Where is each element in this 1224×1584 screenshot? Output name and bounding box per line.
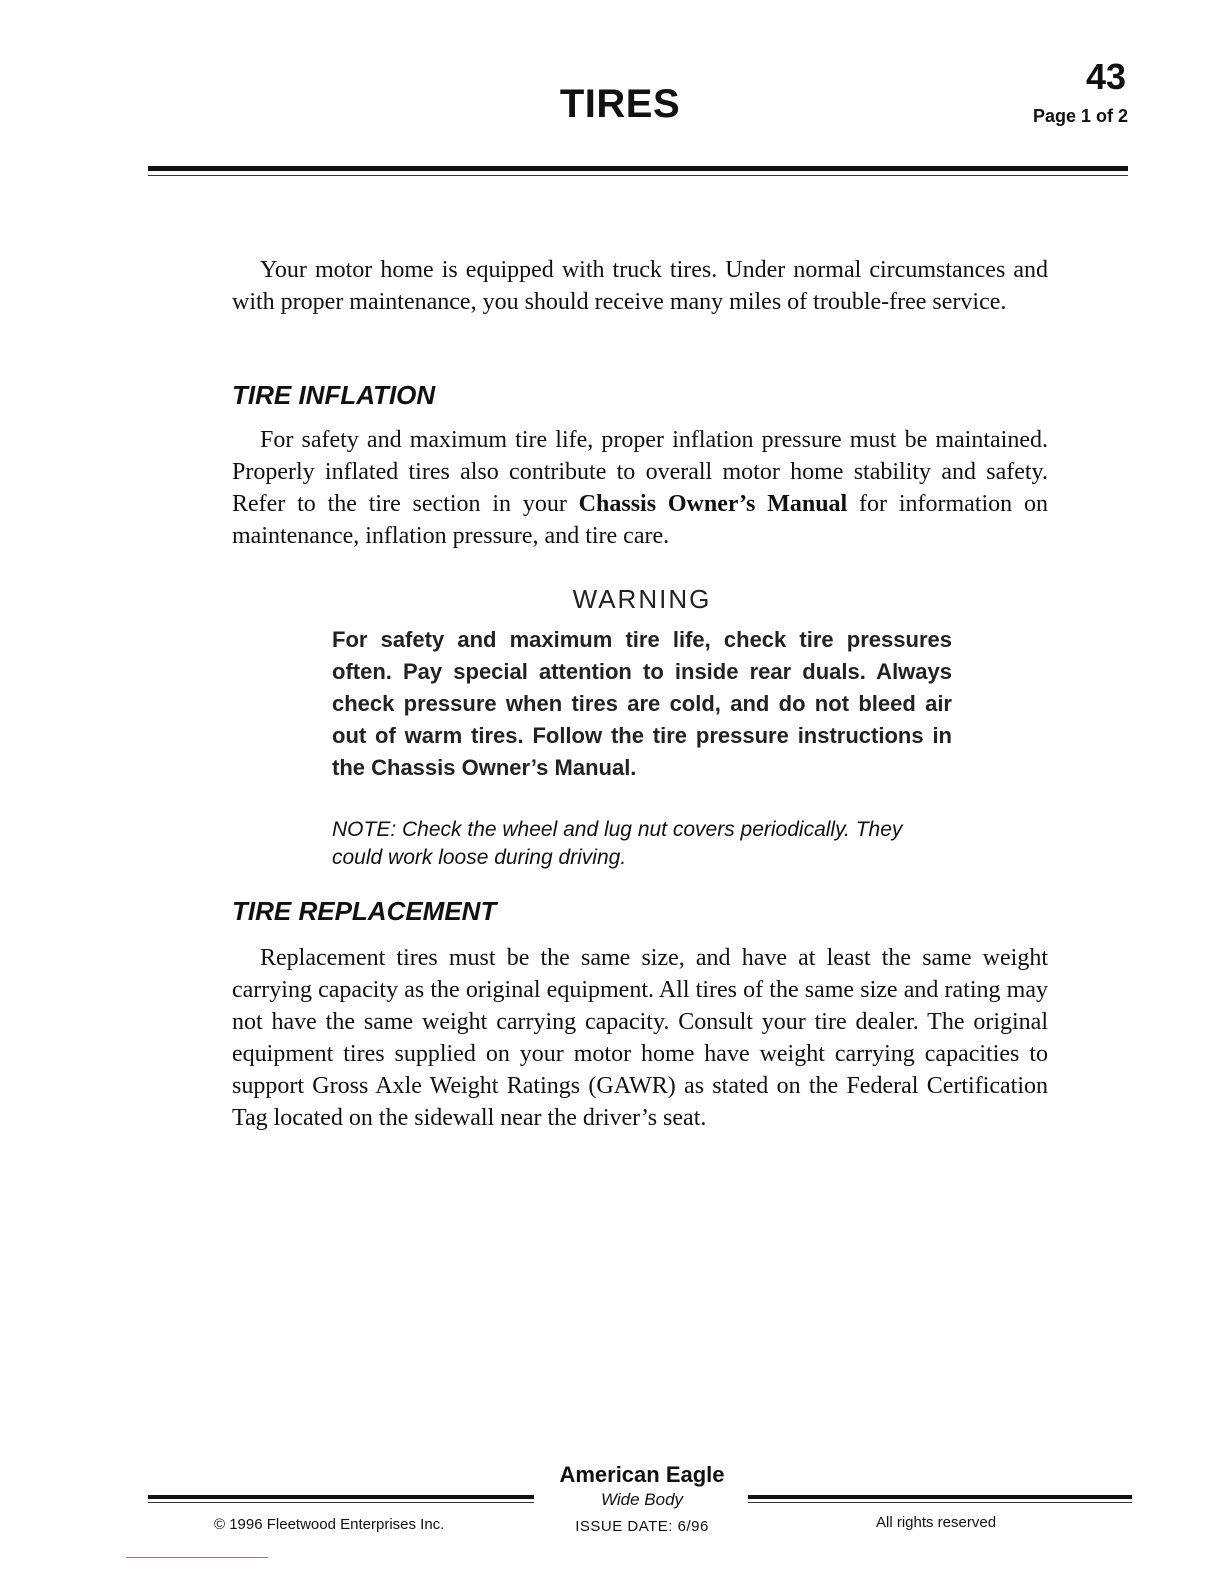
tire-replacement-paragraph: Replacement tires must be the same size, and have at least the same weight carrying capacity as the original equipment. All tires of the same size and rating may not have the same weight carrying capacity. Consult your tire dealer. The original equipment tires supplied on your motor home have weight carrying capacities to support Gross Axle Weight Ratings (GAWR) as stated on the Federal Certification Tag located on the sidewall near the driver’s seat. bbox=[232, 945, 1048, 1131]
page-title: TIRES bbox=[559, 82, 681, 126]
footer-rule-left bbox=[148, 1495, 534, 1499]
inflation-text-before: For safety and maximum tire life, proper inflation pressure must be maintained. Properly inflated tires also contribute to overall motor home stability and safety. Refer to the tire section in your bbox=[232, 427, 1048, 517]
footer-rights: All rights reserved bbox=[876, 1514, 997, 1531]
warning-title: WARNING bbox=[572, 584, 712, 614]
footer-issue-date: ISSUE DATE: 6/96 bbox=[575, 1518, 709, 1535]
footer-brand: American Eagle bbox=[559, 1462, 725, 1487]
header-rule-thick bbox=[148, 166, 1128, 171]
footer-model: Wide Body bbox=[600, 1490, 684, 1509]
tire-inflation-heading: TIRE INFLATION bbox=[232, 380, 436, 410]
tire-replacement-heading: TIRE REPLACEMENT bbox=[232, 896, 497, 926]
page-number: 43 bbox=[1085, 56, 1126, 97]
note-text: NOTE: Check the wheel and lug nut covers periodically. They could work loose during driving. bbox=[332, 818, 903, 869]
footer-rule-right bbox=[748, 1495, 1132, 1499]
page-of-indicator: Page 1 of 2 bbox=[1032, 106, 1128, 126]
footer-copyright: © 1996 Fleetwood Enterprises Inc. bbox=[214, 1516, 445, 1533]
header-rule-thin bbox=[148, 175, 1128, 176]
footer-rule-right-thin bbox=[748, 1502, 1132, 1503]
chassis-manual-reference: Chassis Owner’s Manual bbox=[578, 491, 848, 517]
tire-inflation-paragraph bbox=[232, 424, 1048, 552]
intro-paragraph: Your motor home is equipped with truck tires. Under normal circumstances and with proper maintenance, you should receive many miles of trouble-free service. bbox=[232, 257, 1048, 315]
footer-rule-left-thin bbox=[148, 1502, 534, 1503]
inflation-text-after: for information on maintenance, inflation pressure, and tire care. bbox=[232, 491, 1048, 549]
scan-edge-line bbox=[126, 1557, 268, 1558]
warning-text: For safety and maximum tire life, check tire pressures often. Pay special attention to inside rear duals. Always check pressure when tires are cold, and do not bleed air out of warm tires. Follow the tire pressure instructions in the Chassis Owner’s Manual. bbox=[332, 627, 952, 780]
